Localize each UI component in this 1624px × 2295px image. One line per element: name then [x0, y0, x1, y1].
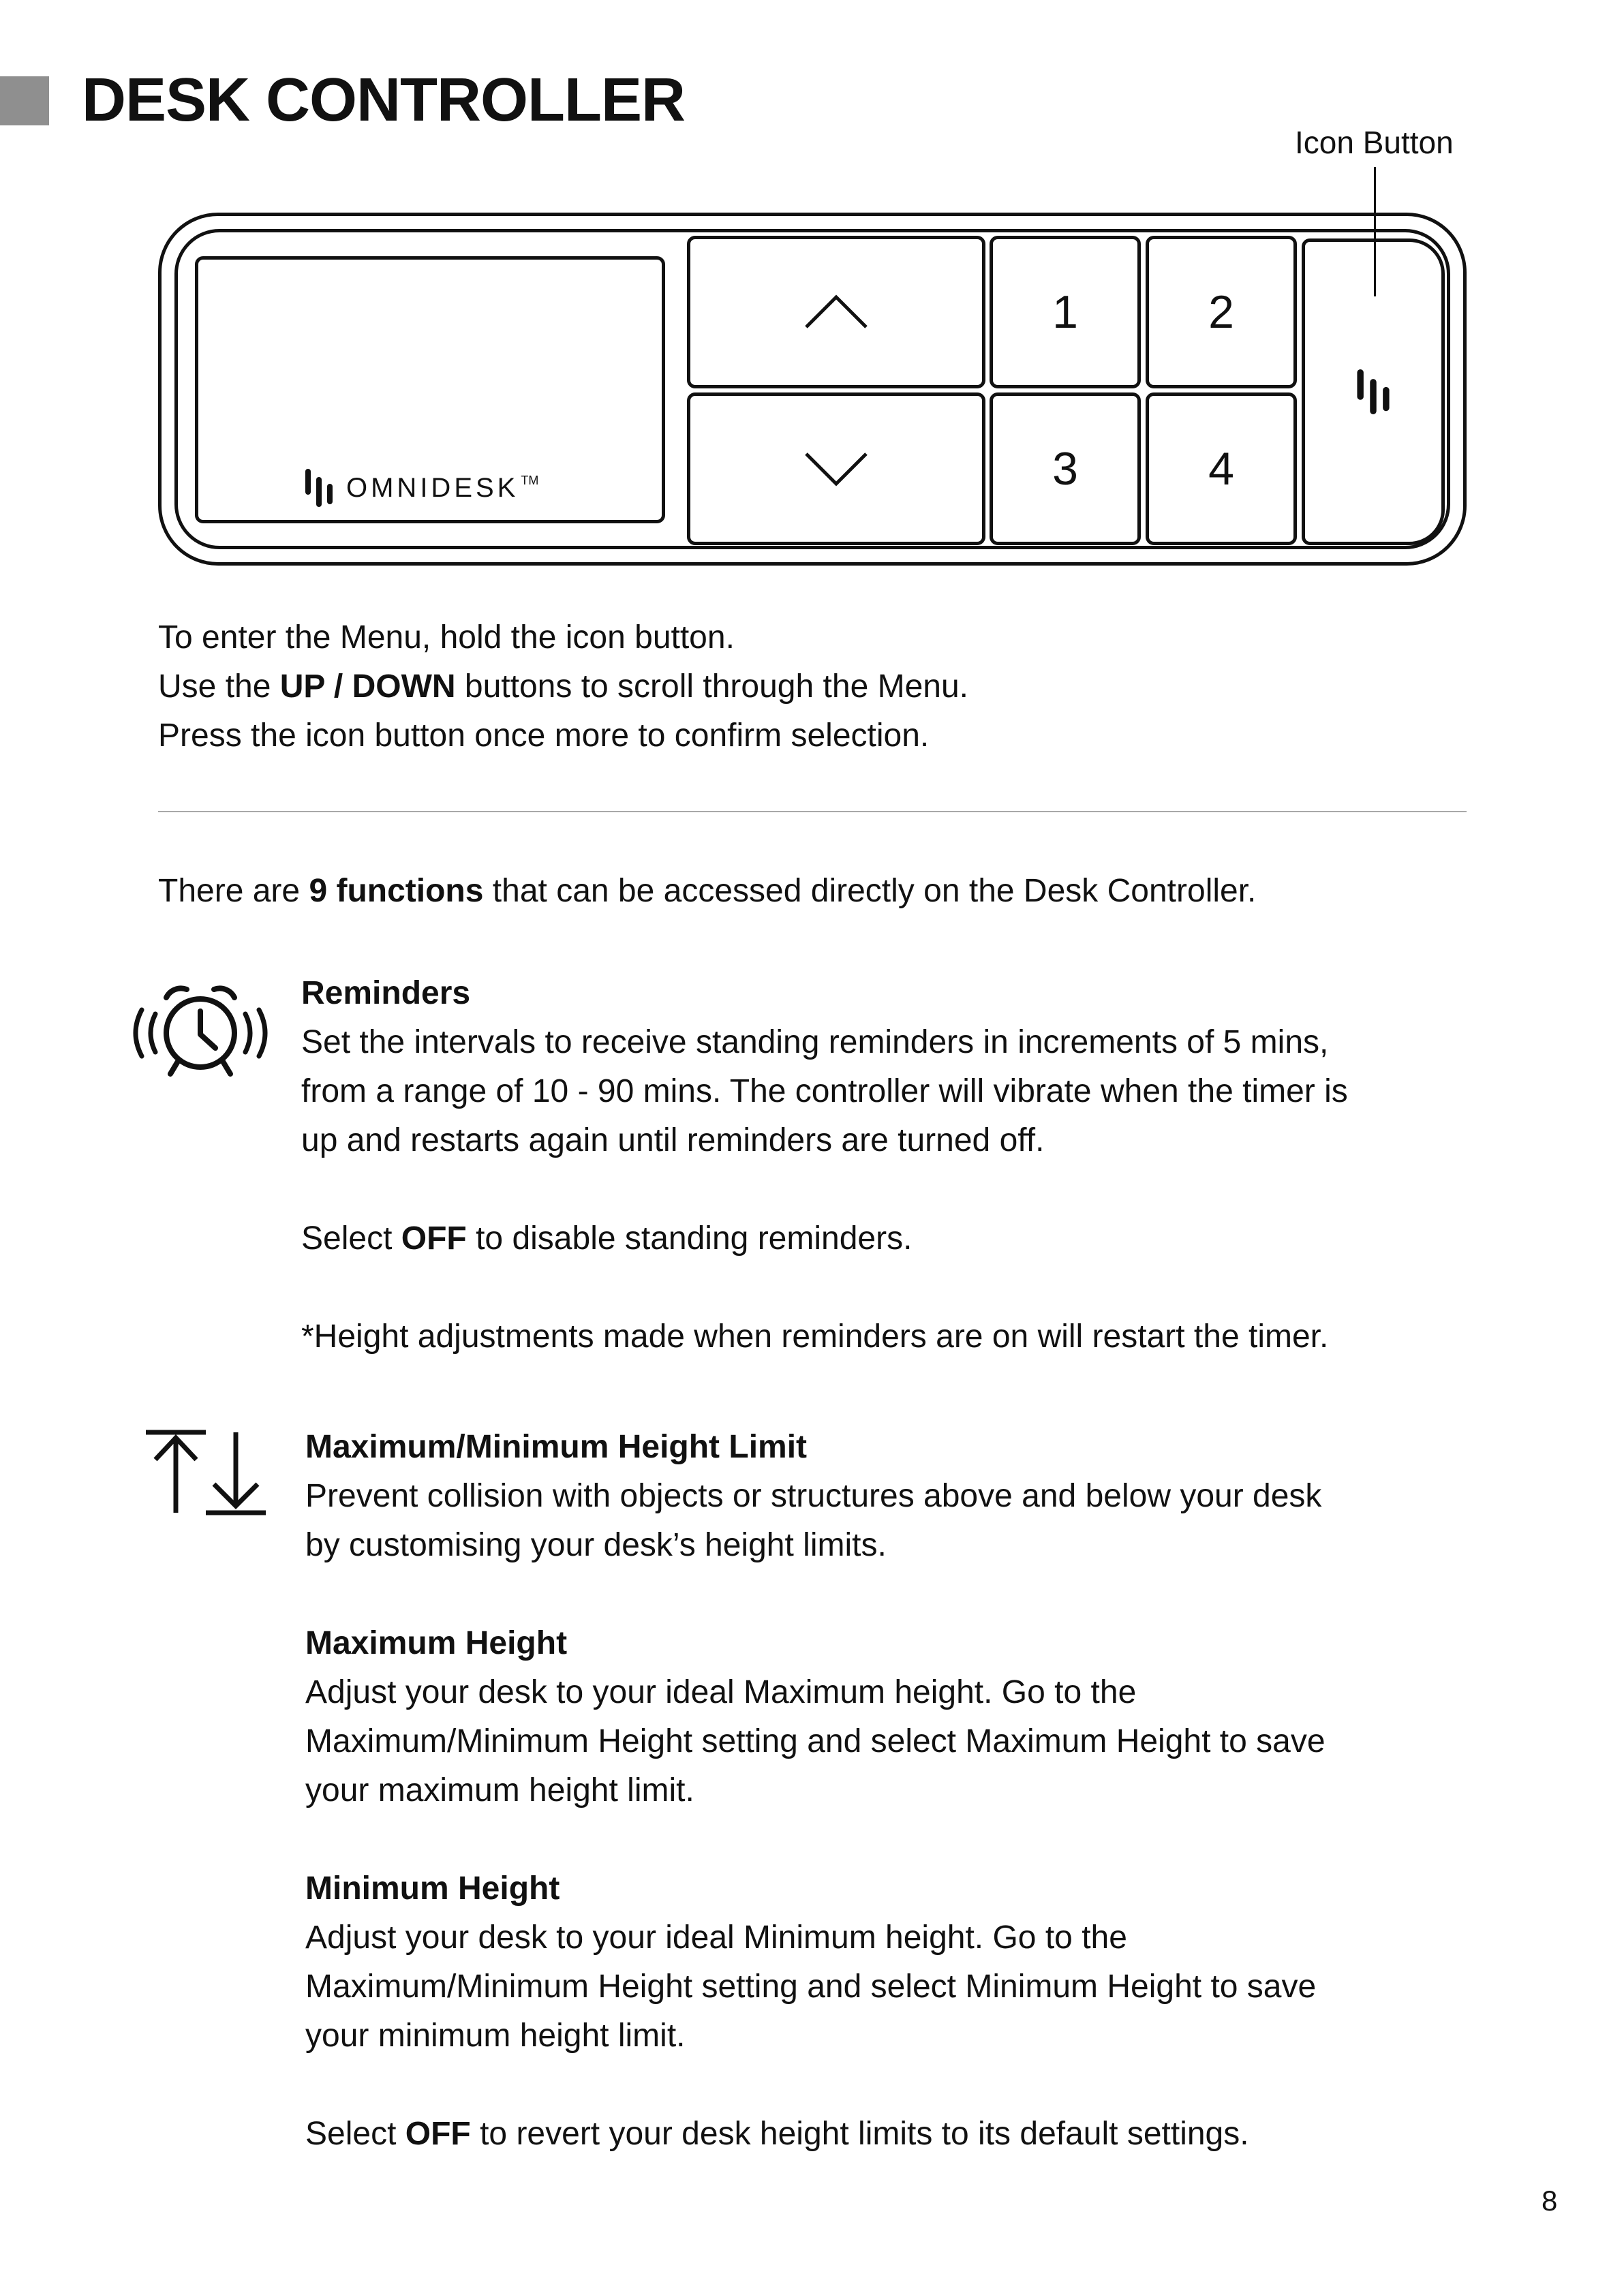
preset-2-button[interactable]: 2	[1146, 236, 1297, 388]
maximum-height-desc-line: Maximum/Minimum Height setting and select Maximum Height to save	[305, 1723, 1326, 1759]
controller-brand	[304, 469, 538, 507]
preset-1-button[interactable]: 1	[990, 236, 1141, 388]
minimum-height-title: Minimum Height	[305, 1870, 560, 1907]
height-limit-desc-line: by customising your desk’s height limits.	[305, 1527, 887, 1563]
minimum-height-desc-line: Maximum/Minimum Height setting and select Minimum Height to save	[305, 1969, 1317, 2005]
preset-3-button[interactable]: 3	[990, 392, 1141, 545]
minimum-height-desc-line: Adjust your desk to your ideal Minimum height. Go to the	[305, 1920, 1127, 1956]
icon-button-callout-label: Icon Button	[1295, 125, 1454, 160]
down-button[interactable]	[687, 392, 985, 545]
height-limit-title: Maximum/Minimum Height Limit	[305, 1429, 808, 1465]
chevron-up-icon	[803, 292, 869, 333]
chevron-down-icon	[803, 448, 869, 489]
page-number: 8	[1542, 2185, 1558, 2217]
maximum-height-title: Maximum Height	[305, 1625, 568, 1661]
brand-name: OMNIDESK ™	[346, 473, 539, 503]
functions-intro: There are 9 functions that can be accessed directly on the Desk Controller.	[158, 873, 1257, 909]
reminders-off-note: Select OFF to disable standing reminders.	[301, 1220, 913, 1257]
omnidesk-logo-icon	[1355, 369, 1391, 414]
height-limit-off-note: Select OFF to revert your desk height limits to its default settings.	[305, 2116, 1249, 2152]
preset-4-button[interactable]: 4	[1146, 392, 1297, 545]
page-title: DESK CONTROLLER	[82, 66, 685, 134]
up-button[interactable]	[687, 236, 985, 388]
icon-button[interactable]	[1302, 238, 1445, 545]
brand-trademark: TM	[521, 474, 539, 487]
title-marker	[0, 76, 49, 125]
omnidesk-logo-icon	[304, 469, 334, 507]
reminders-desc-line: from a range of 10 - 90 mins. The controller will vibrate when the timer is	[301, 1073, 1348, 1109]
reminders-footnote: *Height adjustments made when reminders are on will restart the timer.	[301, 1319, 1329, 1355]
reminders-desc-line: Set the intervals to receive standing reminders in increments of 5 mins,	[301, 1024, 1329, 1060]
minimum-height-desc-line: your minimum height limit.	[305, 2018, 686, 2054]
maximum-height-desc-line: Adjust your desk to your ideal Maximum height. Go to the	[305, 1674, 1137, 1710]
instruction-line-3: Press the icon button once more to confirm selection.	[158, 718, 930, 754]
section-divider	[158, 811, 1467, 812]
reminders-desc-line: up and restarts again until reminders are turned off.	[301, 1122, 1045, 1158]
instruction-line-1: To enter the Menu, hold the icon button.	[158, 619, 735, 656]
reminders-title: Reminders	[301, 975, 471, 1011]
height-limit-arrows-icon	[143, 1428, 269, 1517]
alarm-clock-icon	[131, 980, 270, 1081]
height-limit-desc-line: Prevent collision with objects or structures above and below your desk	[305, 1478, 1322, 1514]
instruction-line-2: Use the UP / DOWN buttons to scroll through the Menu.	[158, 668, 968, 705]
maximum-height-desc-line: your maximum height limit.	[305, 1772, 694, 1808]
